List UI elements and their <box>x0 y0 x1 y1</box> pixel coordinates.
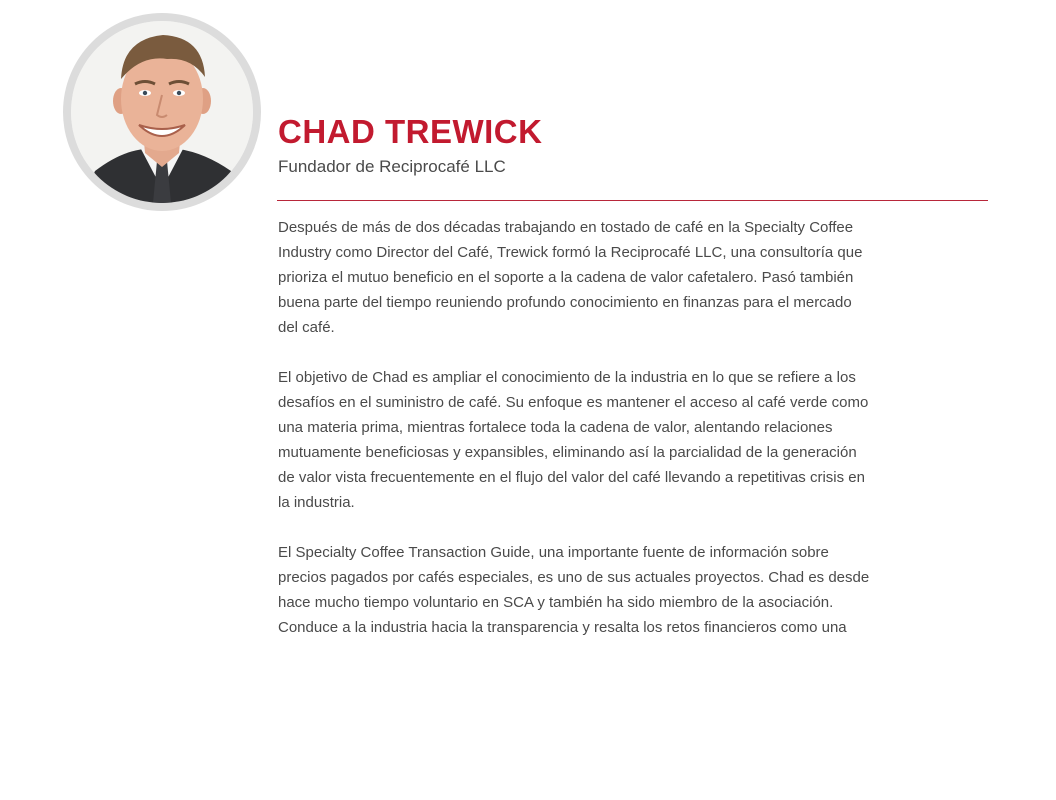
bio-line: Después de más de dos décadas trabajando en tostado de café en la Specialty Coffee <box>278 219 854 236</box>
bio-line: la industria. <box>278 494 355 511</box>
portrait-photo-icon <box>71 21 253 203</box>
bio-line: mutuamente beneficiosas y expansibles, eliminando así la parcialidad de la generación <box>278 444 857 461</box>
profile-role: Fundador de Reciprocafé LLC <box>278 157 506 176</box>
bio-text <box>278 215 958 665</box>
bio-paragraph <box>278 365 958 515</box>
bio-line: del café. <box>278 319 335 336</box>
bio-paragraph <box>278 215 958 340</box>
bio-line: El objetivo de Chad es ampliar el conocimiento de la industria en lo que se refiere a los <box>278 369 856 386</box>
bio-line: una materia prima, mientras fortalece toda la cadena de valor, alentando relaciones <box>278 419 833 436</box>
bio-line: El Specialty Coffee Transaction Guide, una importante fuente de información sobre <box>278 544 829 561</box>
avatar <box>71 21 253 203</box>
bio-paragraph <box>278 540 958 640</box>
bio-line: desafíos en el suministro de café. Su enfoque es mantener el acceso al café verde como <box>278 394 869 411</box>
bio-line: buena parte del tiempo reuniendo profundo conocimiento en finanzas para el mercado <box>278 294 852 311</box>
bio-line: prioriza el mutuo beneficio en el soporte a la cadena de valor cafetalero. Pasó también <box>278 269 854 286</box>
avatar-frame <box>63 13 261 211</box>
section-divider <box>277 200 988 201</box>
bio-line: hace mucho tiempo voluntario en SCA y también ha sido miembro de la asociación. <box>278 594 834 611</box>
bio-line: Industry como Director del Café, Trewick formó la Reciprocafé LLC, una consultoría que <box>278 244 863 261</box>
bio-line: de valor vista frecuentemente en el flujo del valor del café llevando a repetitivas crisis en <box>278 469 865 486</box>
bio-line: precios pagados por cafés especiales, es uno de sus actuales proyectos. Chad es desde <box>278 569 870 586</box>
profile-name: CHAD TREWICK <box>278 113 543 150</box>
bio-line: Conduce a la industria hacia la transparencia y resalta los retos financieros como una <box>278 619 847 636</box>
